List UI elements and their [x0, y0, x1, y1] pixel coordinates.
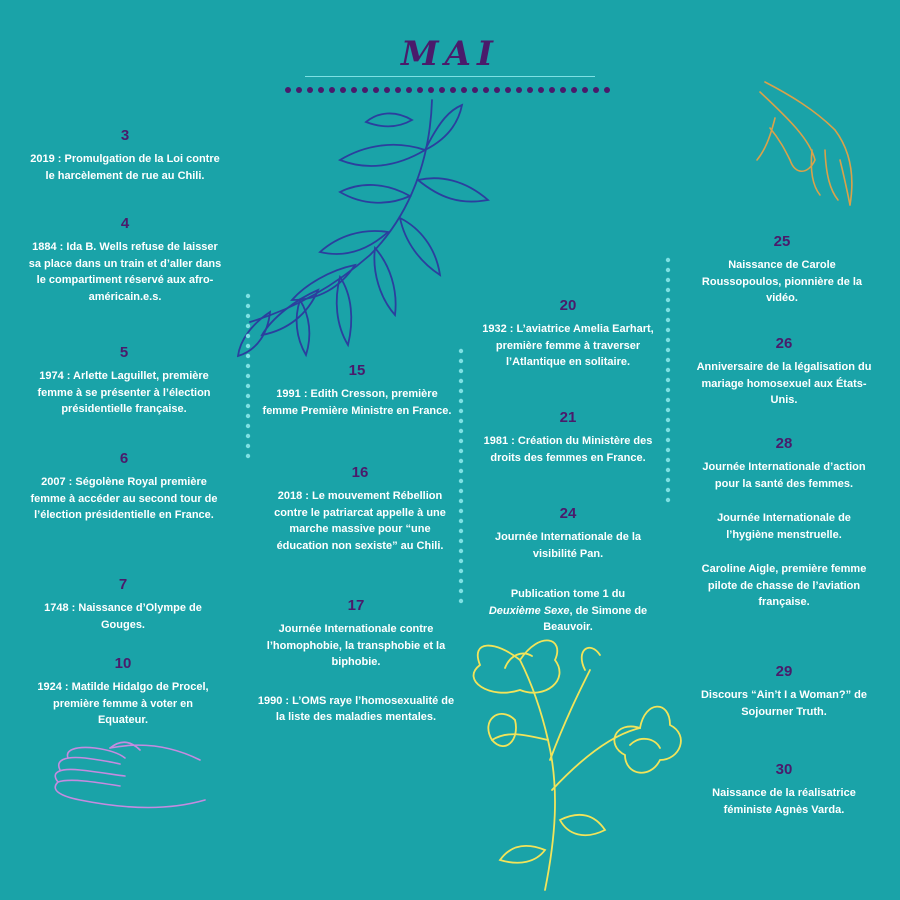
- day-number: 28: [775, 435, 793, 452]
- entry-text: Journée Internationale contre l’homophobie, la transphobie et la biphobie.: [266, 623, 446, 668]
- separator-dot: [666, 258, 670, 262]
- page-title: MAI: [401, 34, 499, 74]
- separator-dot: [666, 288, 670, 292]
- day-number: 17: [347, 597, 365, 614]
- divider-dot: [329, 87, 335, 93]
- divider-dot: [318, 87, 324, 93]
- entry-text: 1924 : Matilde Hidalgo de Procel, première femme à voter en Equateur.: [37, 681, 209, 726]
- separator-dot: [666, 488, 670, 492]
- entry-text: 1748 : Naissance d’Olympe de Gouges.: [44, 602, 202, 631]
- divider-dot: [461, 87, 467, 93]
- divider-dot: [384, 87, 390, 93]
- entry-may-20: [478, 297, 658, 371]
- entry-text: 2007 : Ségolène Royal première femme à accéder au second tour de l’élection présidentielle en France.: [30, 476, 218, 521]
- divider-dot: [560, 87, 566, 93]
- divider-dot: [285, 87, 291, 93]
- entry-may-24: [476, 505, 660, 636]
- entry-text: Anniversaire de la légalisation du mariage homosexuel aux États-Unis.: [696, 361, 872, 406]
- separator-dot: [459, 519, 463, 523]
- divider-dot: [571, 87, 577, 93]
- entry-may-29: [696, 663, 872, 720]
- separator-dot: [246, 384, 250, 388]
- separator-dot: [246, 364, 250, 368]
- divider-dot: [351, 87, 357, 93]
- leaf-branch-icon: [238, 100, 488, 356]
- day-number: 5: [119, 344, 129, 361]
- divider-dot: [483, 87, 489, 93]
- separator-dot: [666, 478, 670, 482]
- separator-dot: [246, 404, 250, 408]
- entry-may-4: [28, 215, 222, 305]
- divider-dot: [307, 87, 313, 93]
- separator-dot: [666, 388, 670, 392]
- separator-dot: [459, 459, 463, 463]
- title-underline: [305, 76, 595, 77]
- separator-dot: [666, 268, 670, 272]
- separator-dot: [666, 428, 670, 432]
- separator-dot: [246, 324, 250, 328]
- entry-may-3: [30, 127, 220, 184]
- separator-dot: [666, 318, 670, 322]
- entry-text: 1884 : Ida B. Wells refuse de laisser sa place dans un train et d’aller dans le compartiment réservé aux afro-américain.e.s.: [28, 241, 222, 303]
- entry-text: 1990 : L’OMS raye l’homosexualité de la liste des maladies mentales.: [257, 694, 455, 723]
- divider-dot: [549, 87, 555, 93]
- day-number: 3: [120, 127, 130, 144]
- hand-bottom-left-icon: [55, 742, 205, 807]
- separator-dot: [246, 444, 250, 448]
- separator-dot: [459, 529, 463, 533]
- entry-may-28: [696, 435, 872, 611]
- title-dotted-divider: [0, 86, 900, 94]
- separator-dot: [666, 398, 670, 402]
- day-number: 20: [559, 297, 577, 314]
- day-number: 4: [120, 215, 130, 232]
- entry-may-21: [478, 409, 658, 466]
- separator-dot: [459, 479, 463, 483]
- entry-text: Journée Internationale de la visibilité Pan.: [494, 531, 642, 560]
- day-number: 21: [559, 409, 577, 426]
- separator-dot: [459, 359, 463, 363]
- divider-dot: [373, 87, 379, 93]
- separator-dot: [459, 559, 463, 563]
- separator-dot: [459, 579, 463, 583]
- separator-dot: [246, 454, 250, 458]
- entry-text: Discours “Ain’t I a Woman?” de Sojourner Truth.: [700, 689, 868, 718]
- day-number: 16: [351, 464, 369, 481]
- divider-dot: [582, 87, 588, 93]
- entry-may-25: [694, 233, 870, 307]
- separator-dot: [459, 489, 463, 493]
- flower-icon: [474, 640, 681, 890]
- separator-dot: [246, 304, 250, 308]
- entry-text-book: [476, 586, 660, 636]
- separator-dot: [246, 414, 250, 418]
- separator-dot: [666, 328, 670, 332]
- separator-dot: [666, 338, 670, 342]
- entry-may-7: [30, 576, 216, 633]
- divider-dot: [406, 87, 412, 93]
- day-number: 10: [114, 655, 132, 672]
- entry-text: 1981 : Création du Ministère des droits des femmes en France.: [483, 435, 653, 464]
- day-number: 30: [775, 761, 793, 778]
- separator-dot: [459, 439, 463, 443]
- entry-text: Journée Internationale d’action pour la santé des femmes.: [702, 461, 866, 490]
- divider-dot: [505, 87, 511, 93]
- entry-text: 2019 : Promulgation de la Loi contre le harcèlement de rue au Chili.: [30, 153, 220, 182]
- entry-may-15: [262, 362, 452, 419]
- day-number: 7: [118, 576, 128, 593]
- separator-dot: [246, 424, 250, 428]
- separator-dot: [666, 468, 670, 472]
- entry-may-6: [24, 450, 224, 524]
- entry-text: 1932 : L’aviatrice Amelia Earhart, première femme à traverser l’Atlantique en solitaire.: [482, 323, 654, 368]
- separator-dot: [459, 419, 463, 423]
- separator-dot: [246, 434, 250, 438]
- entry-text: Caroline Aigle, première femme pilote de chasse de l’aviation française.: [701, 563, 867, 608]
- separator-dot: [666, 408, 670, 412]
- separator-dot: [459, 389, 463, 393]
- entry-may-26: [694, 335, 874, 409]
- day-number: 24: [559, 505, 577, 522]
- divider-dot: [296, 87, 302, 93]
- separator-dot: [246, 314, 250, 318]
- separator-dot: [246, 354, 250, 358]
- entry-may-17: [256, 597, 456, 726]
- separator-dot: [459, 349, 463, 353]
- separator-dots-col4: [663, 256, 673, 506]
- divider-dot: [472, 87, 478, 93]
- day-number: 29: [775, 663, 793, 680]
- separator-dot: [459, 369, 463, 373]
- entry-text: 1991 : Edith Cresson, première femme Première Ministre en France.: [262, 388, 452, 417]
- separator-dot: [666, 368, 670, 372]
- divider-dot: [516, 87, 522, 93]
- hand-top-right-icon: [757, 82, 852, 205]
- separator-dot: [459, 509, 463, 513]
- divider-dot: [395, 87, 401, 93]
- separator-dot: [666, 358, 670, 362]
- day-number: 25: [773, 233, 791, 250]
- separator-dot: [459, 599, 463, 603]
- divider-dot: [417, 87, 423, 93]
- separator-dot: [666, 438, 670, 442]
- separator-dot: [459, 539, 463, 543]
- entry-may-5: [26, 344, 222, 418]
- separator-dot: [246, 344, 250, 348]
- separator-dot: [459, 409, 463, 413]
- divider-dot: [593, 87, 599, 93]
- separator-dot: [246, 394, 250, 398]
- separator-dot: [666, 498, 670, 502]
- separator-dot: [246, 294, 250, 298]
- entry-may-30: [694, 761, 874, 818]
- separator-dot: [666, 348, 670, 352]
- separator-dots-col2: [243, 292, 253, 462]
- divider-dot: [340, 87, 346, 93]
- separator-dot: [666, 448, 670, 452]
- entry-may-10: [30, 655, 216, 729]
- entry-text: Journée Internationale de l’hygiène menstruelle.: [717, 512, 851, 541]
- separator-dot: [666, 378, 670, 382]
- entry-text: Naissance de la réalisatrice féministe Agnès Varda.: [712, 787, 856, 816]
- book-text-after: , de Simone de Beauvoir.: [543, 604, 648, 633]
- separator-dot: [246, 374, 250, 378]
- divider-dot: [494, 87, 500, 93]
- entry-may-16: [262, 464, 458, 554]
- separator-dot: [666, 458, 670, 462]
- divider-dot: [527, 87, 533, 93]
- separator-dot: [459, 569, 463, 573]
- separator-dot: [459, 379, 463, 383]
- separator-dot: [666, 418, 670, 422]
- book-title: Deuxième Sexe: [488, 604, 570, 617]
- divider-dot: [538, 87, 544, 93]
- separator-dot: [459, 549, 463, 553]
- divider-dot: [439, 87, 445, 93]
- entry-text: 1974 : Arlette Laguillet, première femme à se présenter à l’élection présidentielle française.: [37, 370, 211, 415]
- divider-dot: [428, 87, 434, 93]
- divider-dot: [450, 87, 456, 93]
- entry-text: Naissance de Carole Roussopoulos, pionnière de la vidéo.: [701, 259, 863, 304]
- separator-dot: [459, 399, 463, 403]
- separator-dot: [666, 298, 670, 302]
- book-text-before: Publication tome 1 du: [510, 588, 626, 600]
- day-number: 6: [119, 450, 129, 467]
- separator-dot: [459, 449, 463, 453]
- separator-dot: [459, 589, 463, 593]
- separator-dot: [666, 278, 670, 282]
- entry-text: 2018 : Le mouvement Rébellion contre le patriarcat appelle à une marche massive pour “une éducation non sexiste” au Chili.: [274, 490, 446, 552]
- separator-dot: [459, 429, 463, 433]
- day-number: 26: [775, 335, 793, 352]
- separator-dot: [459, 499, 463, 503]
- divider-dot: [604, 87, 610, 93]
- separator-dot: [459, 469, 463, 473]
- separator-dot: [246, 334, 250, 338]
- day-number: 15: [348, 362, 366, 379]
- separator-dot: [666, 308, 670, 312]
- divider-dot: [362, 87, 368, 93]
